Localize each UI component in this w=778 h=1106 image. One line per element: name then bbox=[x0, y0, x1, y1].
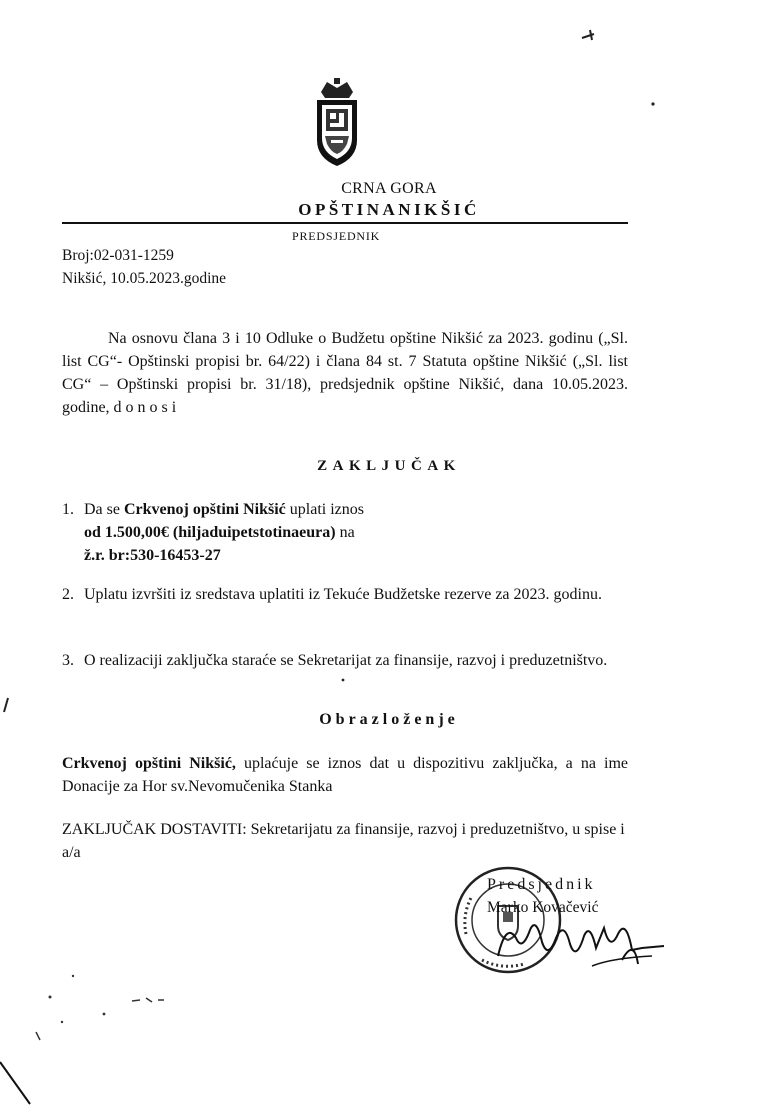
signatory-name: Marko Kovačević bbox=[487, 899, 599, 916]
item-number: 3. bbox=[62, 652, 74, 669]
item-na-text: na bbox=[339, 524, 355, 541]
bank-account: ž.r. br:530-16453-27 bbox=[84, 547, 221, 564]
office-name: PREDSJEDNIK bbox=[292, 229, 381, 243]
reasoning-recipient: Crkvenoj opštini Nikšić, bbox=[62, 755, 236, 772]
handwritten-signature bbox=[492, 908, 668, 976]
conclusion-item-2 bbox=[62, 583, 628, 606]
reasoning-paragraph bbox=[62, 752, 628, 798]
conclusion-item-1 bbox=[62, 498, 628, 567]
preamble-paragraph: Na osnovu člana 3 i 10 Odluke o Budžetu opštine Nikšić za 2023. godinu („Sl. list CG“- Opštinski propisi br. 64/22) i člana 84 st. 7 Statuta opštine Nikšić („Sl. list CG“ – Opštinski propisi br. 31/18), predsjednik opštine Nikšić, dana 10.05.2023. godine, d o n o s i bbox=[62, 330, 628, 416]
item-text: O realizaciji zaključka staraće se Sekretarijat za finansije, razvoj i preduzetništvo. bbox=[84, 652, 608, 669]
coat-of-arms-icon bbox=[313, 78, 361, 168]
reasoning-text: uplaćuje se iznos dat u dispozitivu zaključka, a na ime Donacije za Hor sv.Nevomučenika Stanka bbox=[62, 755, 628, 795]
reasoning-heading: Obrazloženje bbox=[319, 711, 459, 728]
header-divider bbox=[62, 222, 628, 224]
document-number: Broj:02-031-1259 bbox=[62, 247, 174, 264]
country-name: CRNA GORA bbox=[341, 180, 437, 197]
item-lead: Da se bbox=[84, 501, 120, 518]
signatory-title: Predsjednik bbox=[487, 876, 596, 893]
conclusion-item-3 bbox=[62, 649, 628, 672]
place-and-date: Nikšić, 10.05.2023.godine bbox=[62, 270, 227, 287]
payment-amount: od 1.500,00€ (hiljaduipetstotinaeura) bbox=[84, 524, 336, 541]
municipality-name: OPŠTINANIKŠIĆ bbox=[298, 200, 480, 219]
item-number: 2. bbox=[62, 586, 74, 603]
document-title: ZAKLJUČAK bbox=[317, 458, 461, 474]
delivery-paragraph: ZAKLJUČAK DOSTAVITI: Sekretarijatu za finansije, razvoj i preduzetništvo, u spise i a/a bbox=[62, 821, 625, 861]
item-text: Uplatu izvršiti iz sredstava uplatiti iz Tekuće Budžetske rezerve za 2023. godinu. bbox=[84, 586, 602, 603]
item-pay-text: uplati iznos bbox=[289, 501, 364, 518]
item-number: 1. bbox=[62, 501, 74, 518]
recipient-name: Crkvenoj opštini Nikšić bbox=[123, 501, 286, 518]
